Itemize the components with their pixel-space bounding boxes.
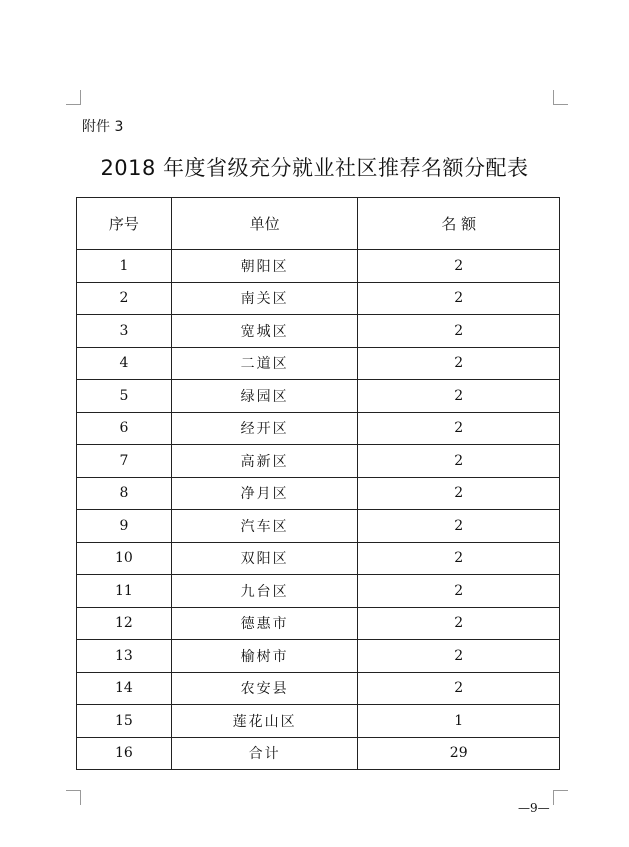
row-unit: 莲花山区 — [171, 705, 358, 738]
row-unit: 经开区 — [171, 412, 358, 445]
row-unit: 汽车区 — [171, 510, 358, 543]
table-row — [77, 315, 560, 348]
table-row — [77, 575, 560, 608]
page-number: —9— — [518, 801, 550, 815]
header-quota: 名 额 — [358, 198, 560, 250]
table-row — [77, 705, 560, 738]
row-unit: 九台区 — [171, 575, 358, 608]
row-unit: 德惠市 — [171, 607, 358, 640]
row-unit: 双阳区 — [171, 542, 358, 575]
table-row — [77, 347, 560, 380]
row-unit: 农安县 — [171, 672, 358, 705]
row-index: 14 — [77, 672, 172, 705]
row-index: 11 — [77, 575, 172, 608]
table-row — [77, 282, 560, 315]
row-unit: 榆树市 — [171, 640, 358, 673]
row-quota: 2 — [358, 445, 560, 478]
row-quota: 2 — [358, 250, 560, 283]
row-unit: 绿园区 — [171, 380, 358, 413]
table-row — [77, 250, 560, 283]
row-index: 10 — [77, 542, 172, 575]
document-title: 2018 年度省级充分就业社区推荐名额分配表 — [100, 156, 529, 180]
row-quota: 2 — [358, 477, 560, 510]
crop-mark-bottom-left — [66, 790, 81, 805]
row-unit: 高新区 — [171, 445, 358, 478]
table-row — [77, 477, 560, 510]
row-quota: 2 — [358, 607, 560, 640]
row-unit: 南关区 — [171, 282, 358, 315]
table-row — [77, 445, 560, 478]
allocation-table — [76, 197, 560, 770]
row-quota: 2 — [358, 510, 560, 543]
table-row — [77, 542, 560, 575]
row-quota: 1 — [358, 705, 560, 738]
row-index: 6 — [77, 412, 172, 445]
table-row — [77, 672, 560, 705]
crop-mark-top-left — [66, 90, 81, 105]
table-row — [77, 412, 560, 445]
row-quota: 2 — [358, 412, 560, 445]
row-quota: 2 — [358, 575, 560, 608]
attachment-label: 附件 3 — [82, 119, 124, 135]
row-unit: 宽城区 — [171, 315, 358, 348]
crop-mark-bottom-right — [553, 790, 568, 805]
row-index: 12 — [77, 607, 172, 640]
row-index: 9 — [77, 510, 172, 543]
row-quota: 29 — [358, 737, 560, 770]
row-unit: 朝阳区 — [171, 250, 358, 283]
row-index: 1 — [77, 250, 172, 283]
row-index: 4 — [77, 347, 172, 380]
row-unit: 合计 — [171, 737, 358, 770]
row-quota: 2 — [358, 315, 560, 348]
row-index: 5 — [77, 380, 172, 413]
table-row — [77, 380, 560, 413]
header-unit: 单位 — [171, 198, 358, 250]
row-unit: 二道区 — [171, 347, 358, 380]
row-index: 3 — [77, 315, 172, 348]
table-header-row — [77, 198, 560, 250]
table-row — [77, 640, 560, 673]
row-index: 7 — [77, 445, 172, 478]
row-quota: 2 — [358, 640, 560, 673]
row-index: 16 — [77, 737, 172, 770]
crop-mark-top-right — [553, 90, 568, 105]
row-quota: 2 — [358, 672, 560, 705]
row-index: 2 — [77, 282, 172, 315]
row-quota: 2 — [358, 347, 560, 380]
table-row — [77, 737, 560, 770]
row-index: 13 — [77, 640, 172, 673]
table-row — [77, 510, 560, 543]
row-quota: 2 — [358, 542, 560, 575]
table-row — [77, 607, 560, 640]
header-index: 序号 — [77, 198, 172, 250]
row-index: 15 — [77, 705, 172, 738]
row-quota: 2 — [358, 380, 560, 413]
row-quota: 2 — [358, 282, 560, 315]
row-unit: 净月区 — [171, 477, 358, 510]
row-index: 8 — [77, 477, 172, 510]
